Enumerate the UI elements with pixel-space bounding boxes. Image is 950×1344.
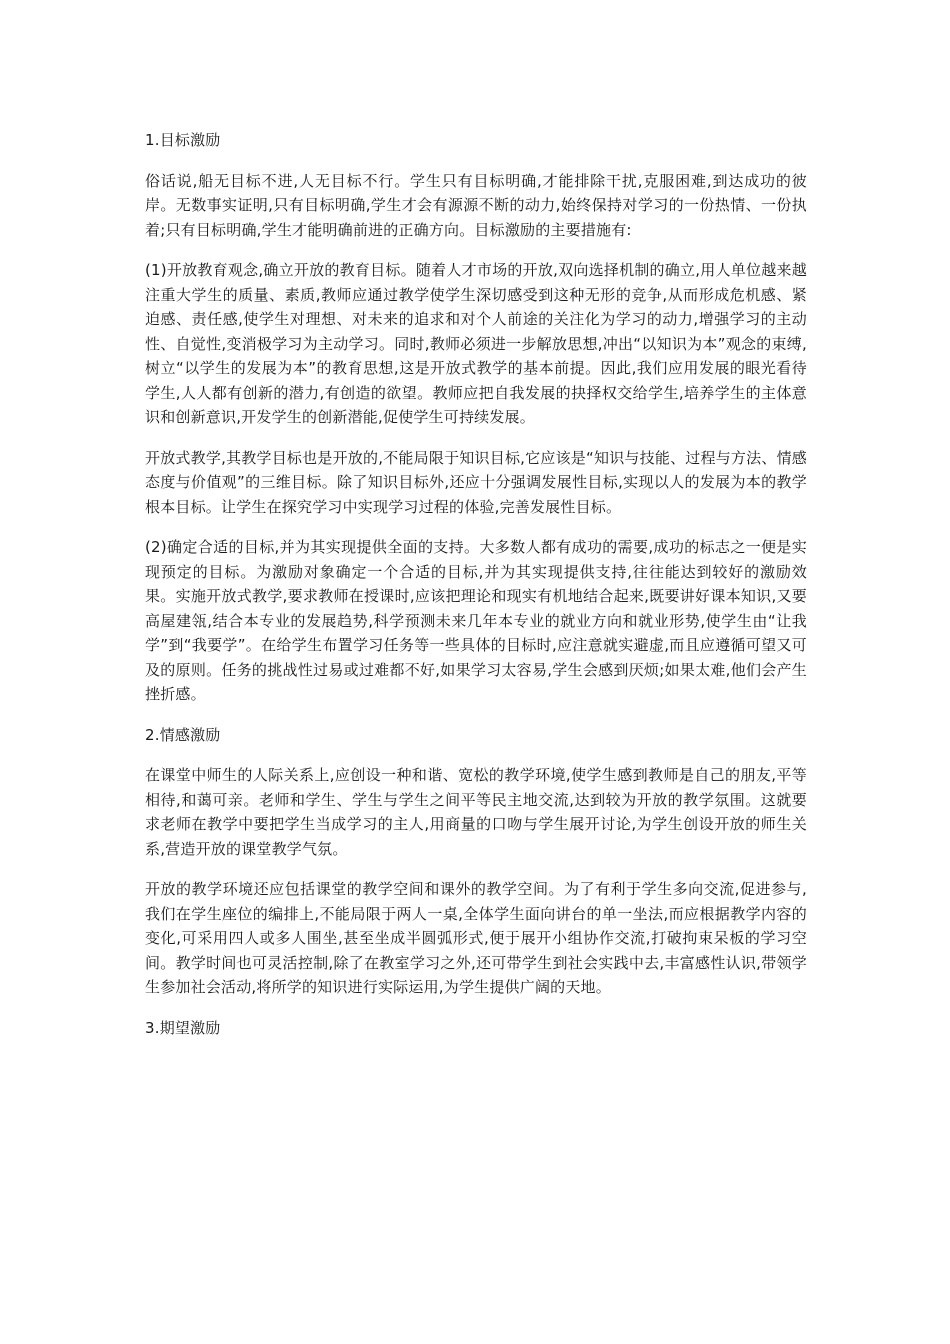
paragraph-emotion-environment: 开放的教学环境还应包括课堂的教学空间和课外的教学空间。为了有利于学生多向交流,促进参与,我们在学生座位的编排上,不能局限于两人一桌,全体学生面向讲台的单一坐法,而应根据教学内容的变化,可采用四人或多人围坐,甚至坐成半圆弧形式,便于展开小组协作交流,打破拘束呆板的学习空间。教学时间也可灵活控制,除了在教室学习之外,还可带学生到社会实践中去,丰富感性认识,带领学生参加社会活动,将所学的知识进行实际运用,为学生提供广阔的天地。 [145, 880, 807, 996]
paragraph-goal-point-1: (1)开放教育观念,确立开放的教育目标。随着人才市场的开放,双向选择机制的确立,用人单位越来越注重大学生的质量、素质,教师应通过教学使学生深切感受到这种无形的竞争,从而形成危机感、紧迫感、责任感,使学生对理想、对未来的追求和对个人前途的关注化为学习的动力,增强学习的主动性、自觉性,变消极学习为主动学习。同时,教师必须进一步解放思想,冲出“以知识为本”观念的束缚,树立“以学生的发展为本”的教育思想,这是开放式教学的基本前提。因此,我们应用发展的眼光看待学生,人人都有创新的潜力,有创造的欲望。教师应把自我发展的抉择权交给学生,培养学生的主体意识和创新意识,开发学生的创新潜能,促使学生可持续发展。 [145, 261, 807, 426]
paragraph-goal-open-teaching: 开放式教学,其教学目标也是开放的,不能局限于知识目标,它应该是“知识与技能、过程与方法、情感态度与价值观”的三维目标。除了知识目标外,还应十分强调发展性目标,实现以人的发展为本的教学根本目标。让学生在探究学习中实现学习过程的体验,完善发展性目标。 [145, 448, 807, 516]
document-page [145, 128, 807, 1056]
paragraph-goal-intro: 俗话说,船无目标不进,人无目标不行。学生只有目标明确,才能排除干扰,克服困难,到达成功的彼岸。无数事实证明,只有目标明确,学生才会有源源不断的动力,始终保持对学习的一份热情、一份执着;只有目标明确,学生才能明确前进的正确方向。目标激励的主要措施有: [145, 171, 807, 239]
section-heading-goal: 1.目标激励 [145, 131, 221, 149]
paragraph-goal-point-2: (2)确定合适的目标,并为其实现提供全面的支持。大多数人都有成功的需要,成功的标志之一便是实现预定的目标。为激励对象确定一个合适的目标,并为其实现提供支持,往往能达到较好的激励效果。实施开放式教学,要求教师在授课时,应该把理论和现实有机地结合起来,既要讲好课本知识,又要高屋建瓴,结合本专业的发展趋势,科学预测未来几年本专业的就业方向和就业形势,使学生由“让我学”到“我要学”。在给学生布置学习任务等一些具体的目标时,应注意就实避虚,而且应遵循可望又可及的原则。任务的挑战性过易或过难都不好,如果学习太容易,学生会感到厌烦;如果太难,他们会产生挫折感。 [145, 538, 807, 703]
section-heading-expectation: 3.期望激励 [145, 1018, 221, 1037]
section-heading-emotion: 2.情感激励 [145, 725, 221, 744]
paragraph-emotion-relationship: 在课堂中师生的人际关系上,应创设一种和谐、宽松的教学环境,使学生感到教师是自己的朋友,平等相待,和蔼可亲。老师和学生、学生与学生之间平等民主地交流,达到较为开放的教学氛围。这就要求老师在教学中要把学生当成学习的主人,用商量的口吻与学生展开讨论,为学生创设开放的师生关系,营造开放的课堂教学气氛。 [145, 766, 807, 858]
